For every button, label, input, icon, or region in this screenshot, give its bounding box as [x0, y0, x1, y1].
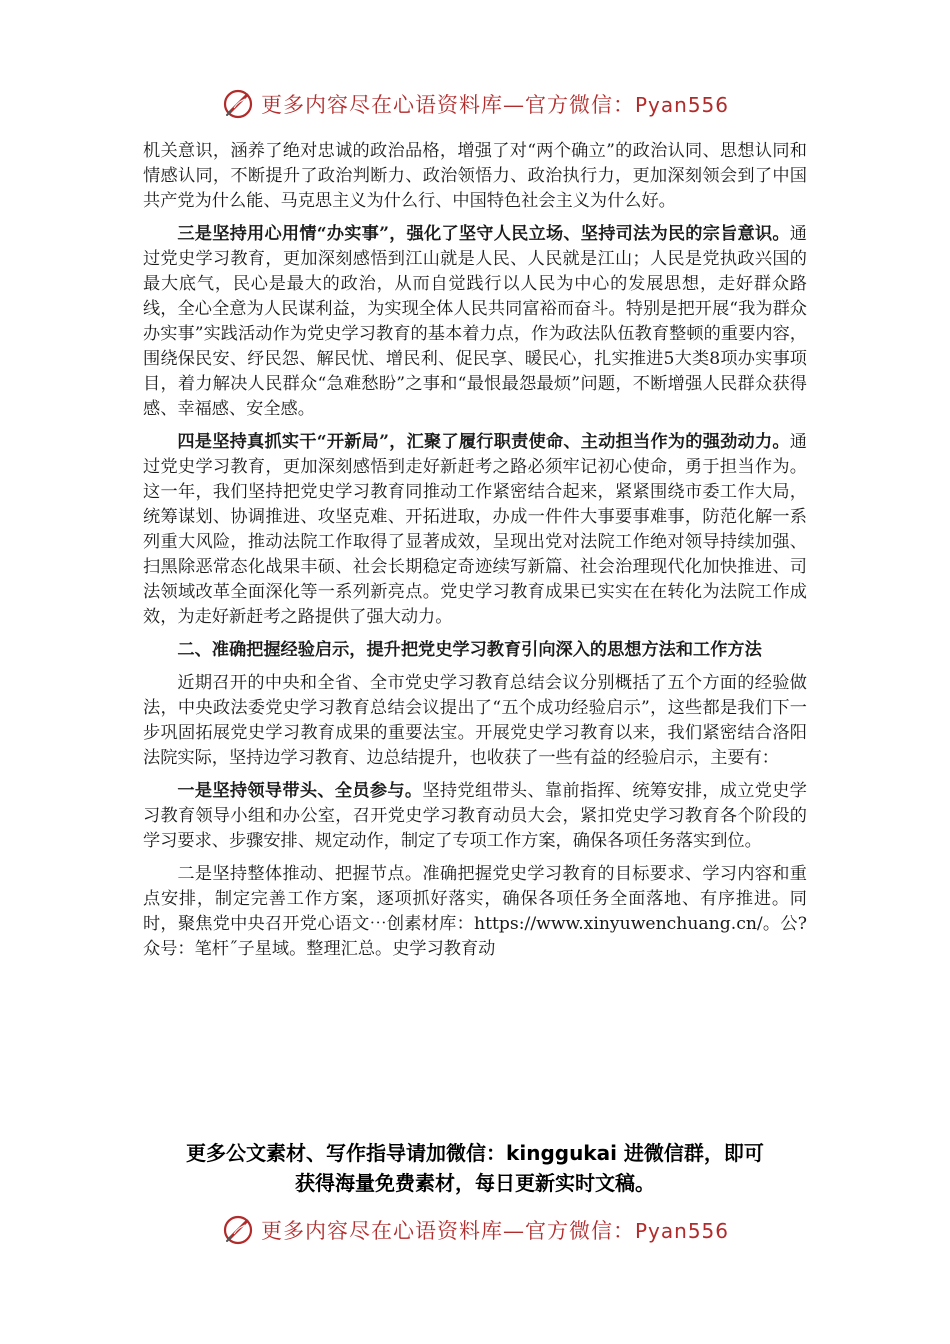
paragraph-3: 四是坚持真抓实干“开新局”，汇聚了履行职责使命、主动担当作为的强劲动力。通过党史学习教育，更加深刻感悟到走好新赶考之路必须牢记初心使命，勇于担当作为。这一年，我们坚持把党史学习教育同推动工作紧密结合起来，紧紧围绕市委工作大局，统筹谋划、协调推进、攻坚克难、开拓进取，办成一件件大事要事难事，防范化解一系列重大风险，推动法院工作取得了显著成效，呈现出党对法院工作绝对领导持续加强、扫黑除恶常态化战果丰硕、社会长期稳定奇迹续写新篇、社会治理现代化加快推进、司法领域改革全面深化等一系列新亮点。党史学习教育成果已实实在在转化为法院工作成效，为走好新赶考之路提供了强大动力。 [143, 432, 807, 627]
pen-logo-icon [221, 87, 255, 121]
header-banner [0, 82, 950, 126]
paragraph-4: 近期召开的中央和全省、全市党史学习教育总结会议分别概括了五个方面的经验做法，中央政法委党史学习教育总结会议提出了“五个成功经验启示”，这些都是我们下一步巩固拓展党史学习教育成果的重要法宝。开展党史学习教育以来，我们紧密结合洛阳法院实际，坚持边学习教育、边总结提升，也收获了一些有益的经验启示，主要有： [143, 673, 807, 768]
footer-banner-text: 更多内容尽在心语资料库—官方微信：Pyan556 [260, 1219, 729, 1243]
footer-wechat-id: Pyan556 [634, 1219, 729, 1243]
section-heading-2: 二、准确把握经验启示，提升把党史学习教育引向深入的思想方法和工作方法 [177, 640, 762, 660]
ad-line-1: 更多公文素材、写作指导请加微信：kinggukai 进微信群，即可 [186, 1141, 764, 1165]
paragraph-5-lead: 一是坚持领导带头、全员参与。 [177, 781, 423, 801]
pen-logo-icon [221, 1213, 255, 1247]
header-banner-text: 更多内容尽在心语资料库—官方微信：Pyan556 [260, 93, 729, 117]
advertisement [100, 1138, 850, 1198]
paragraph-2: 三是坚持用心用情“办实事”，强化了坚守人民立场、坚持司法为民的宗旨意识。通过党史学习教育，更加深刻感悟到江山就是人民、人民就是江山；人民是党执政兴国的最大底气，民心是最大的政治，从而自觉践行以人民为中心的发展思想，走好群众路线，全心全意为人民谋利益，为实现全体人民共同富裕而奋斗。特别是把开展“我为群众办实事”实践活动作为党史学习教育的基本着力点，作为政法队伍教育整顿的重要内容，围绕保民安、纾民怨、解民忧、增民利、促民享、暖民心，扎实推进5大类8项办实事项目，着力解决人民群众“急难愁盼”之事和“最恨最怨最烦”问题，不断增强人民群众获得感、幸福感、安全感。 [143, 224, 807, 419]
header-wechat-id: Pyan556 [634, 93, 729, 117]
ad-line-2: 获得海量免费素材，每日更新实时文稿。 [295, 1171, 655, 1195]
paragraph-2-lead: 三是坚持用心用情“办实事”，强化了坚守人民立场、坚持司法为民的宗旨意识。 [177, 224, 790, 244]
document-body [143, 139, 807, 970]
footer-banner [0, 1208, 950, 1252]
paragraph-6: 二是坚持整体推动、把握节点。准确把握党史学习教育的目标要求、学习内容和重点安排，制定完善工作方案，逐项抓好落实，确保各项任务全面落地、有序推进。同时，聚焦党中央召开党心语文⋯创素材库：https://www.xinyuwenchuang.cn/。公?众号：笔杆˝子星域。整理汇总。史学习教育动 [143, 864, 807, 959]
paragraph-3-lead: 四是坚持真抓实干“开新局”，汇聚了履行职责使命、主动担当作为的强劲动力。 [177, 432, 790, 452]
paragraph-1: 机关意识，涵养了绝对忠诚的政治品格，增强了对“两个确立”的政治认同、思想认同和情感认同，不断提升了政治判断力、政治领悟力、政治执行力，更加深刻领会到了中国共产党为什么能、马克思主义为什么行、中国特色社会主义为什么好。 [143, 141, 807, 211]
paragraph-5: 一是坚持领导带头、全员参与。坚持党组带头、靠前指挥、统筹安排，成立党史学习教育领导小组和办公室，召开党史学习教育动员大会，紧扣党史学习教育各个阶段的学习要求、步骤安排、规定动作，制定了专项工作方案，确保各项任务落实到位。 [143, 781, 807, 851]
